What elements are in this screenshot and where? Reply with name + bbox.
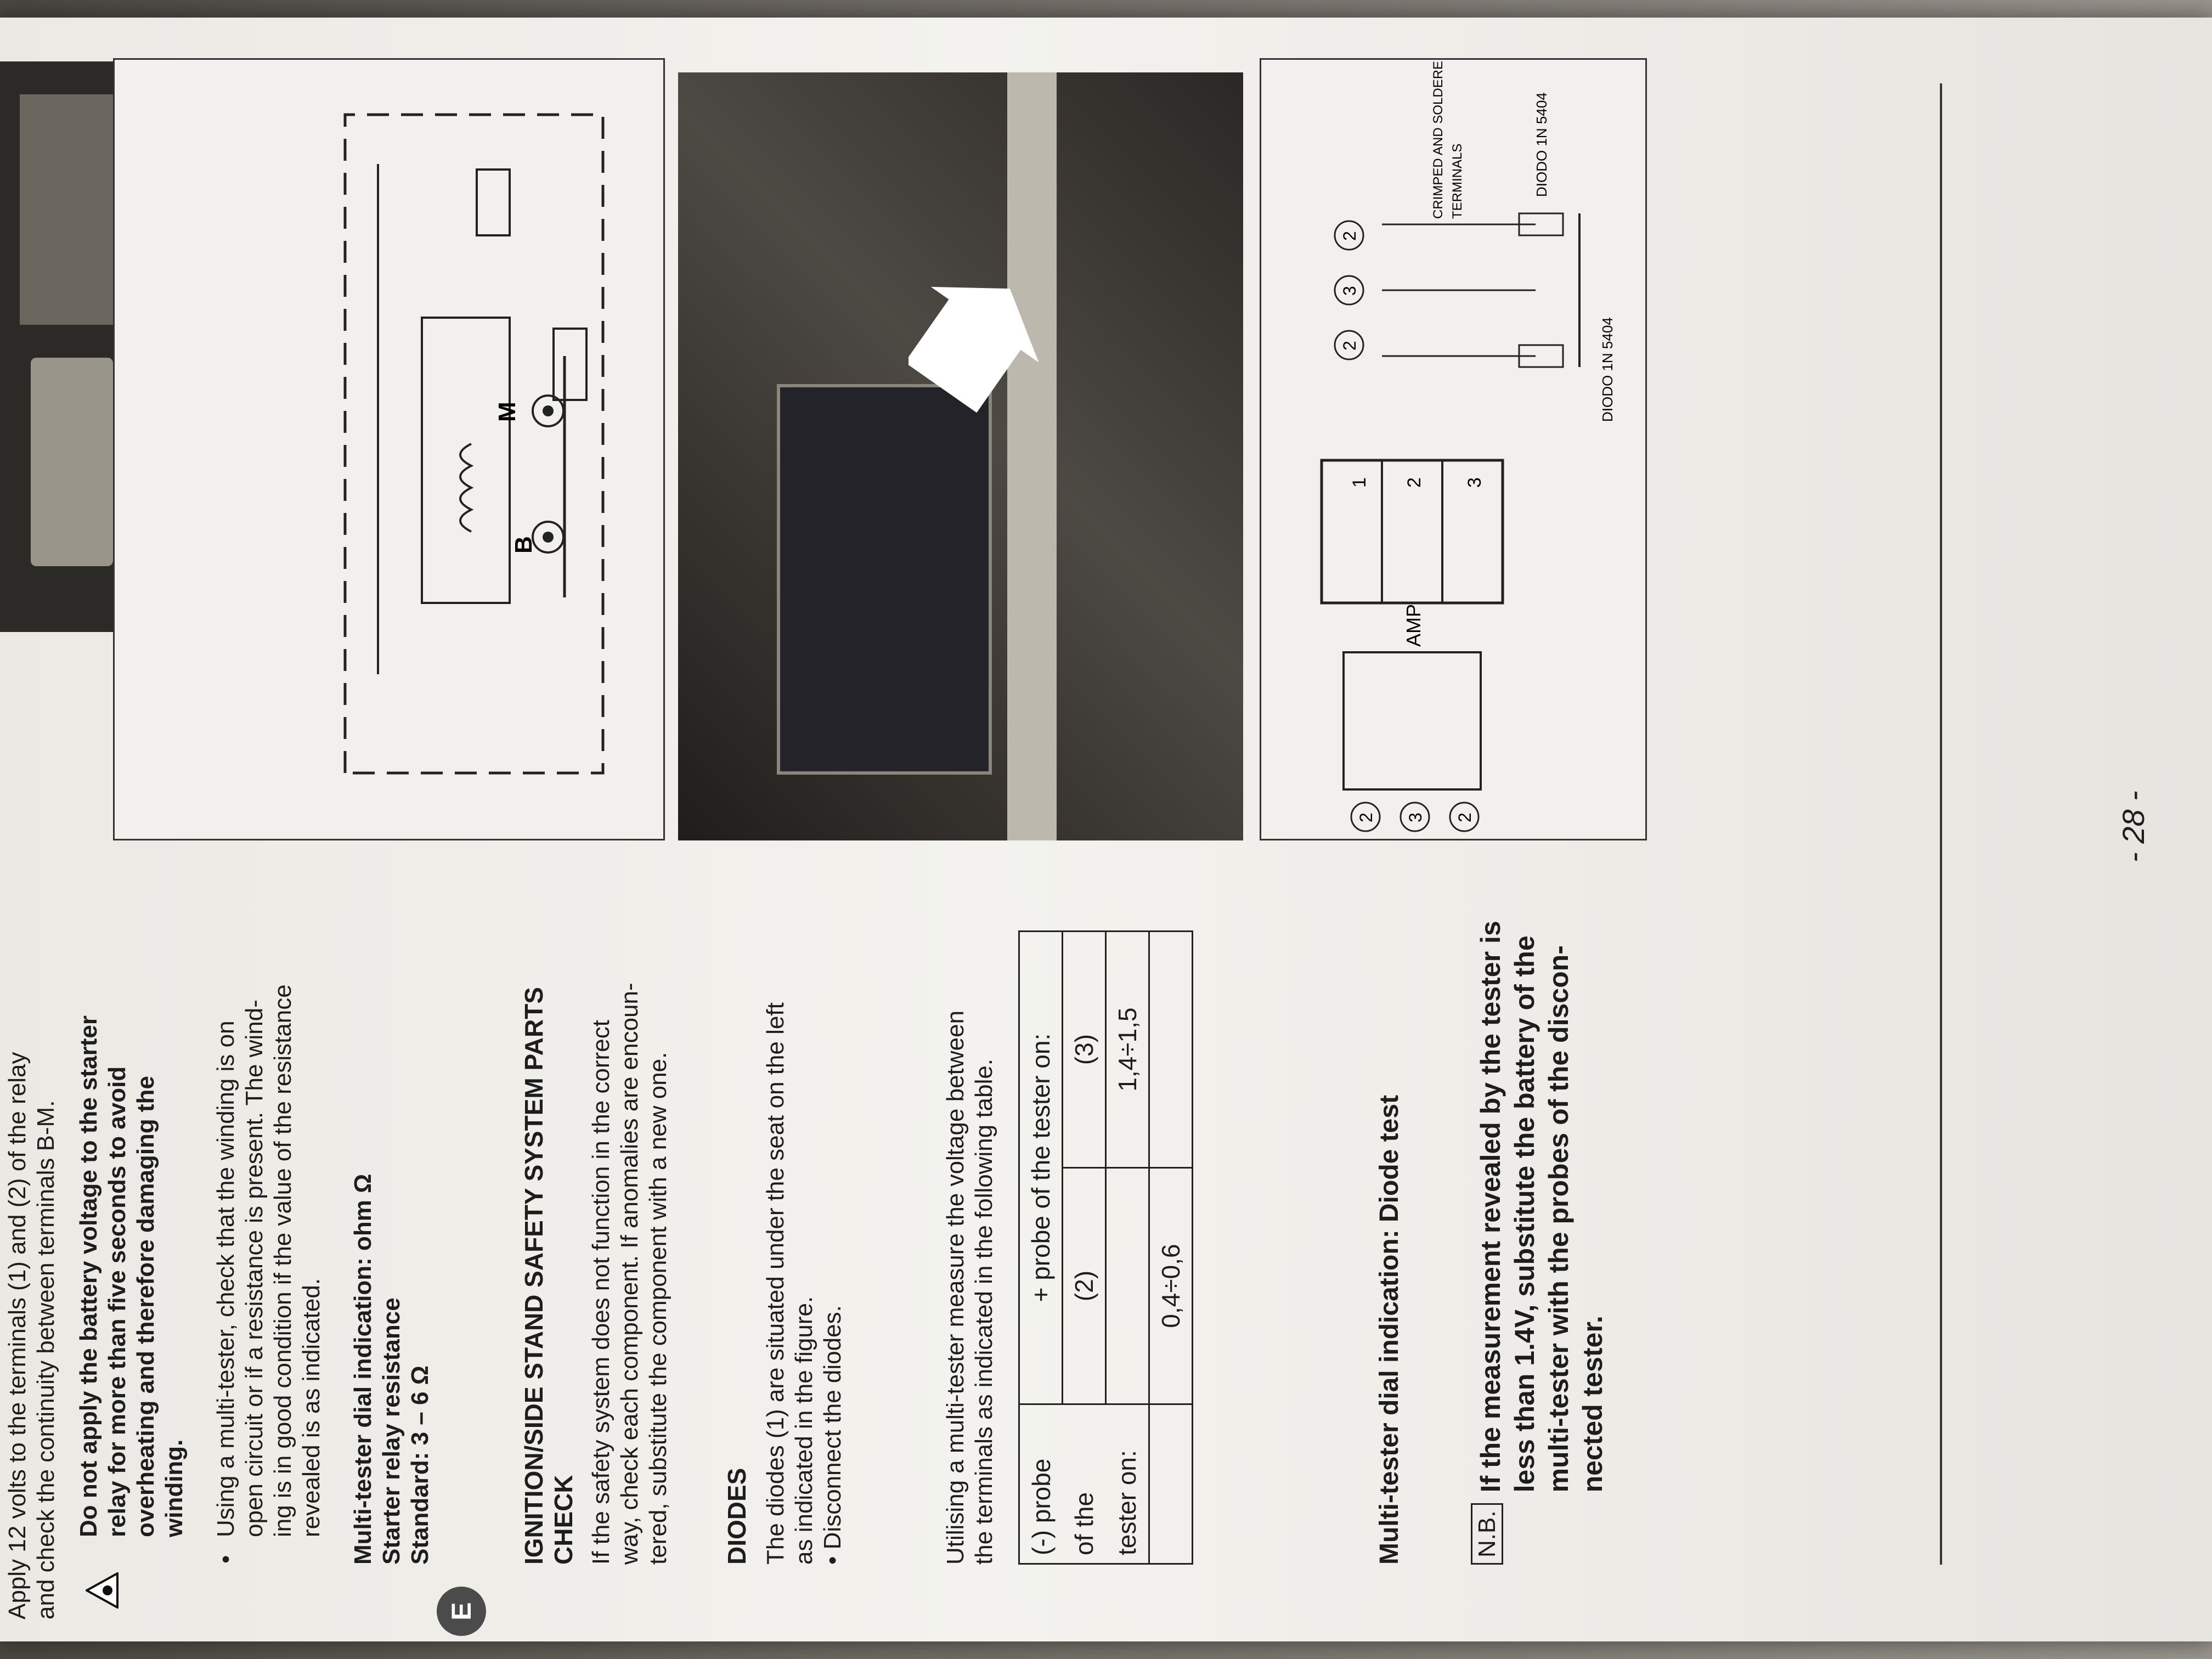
diode-connector-figure [1260, 58, 1647, 840]
row-label-3: tester on: [1106, 1404, 1149, 1564]
language-badge: E [437, 1587, 486, 1636]
terminal-m-label: M [494, 402, 521, 422]
terminal-b-label: B [510, 536, 537, 554]
diodes-bullet: • Disconnect the diodes. [819, 1305, 846, 1565]
amp-label: AMP [1402, 603, 1425, 647]
bullet-line-3: ing is in good condition if the value of the resistance [269, 984, 296, 1537]
voltage-table [1018, 930, 1193, 1565]
nb-text [1474, 921, 1610, 1492]
safety-section [519, 983, 673, 1565]
cell-3-2: 0,4÷0,6 [1149, 1168, 1193, 1404]
connector-schematic [1261, 60, 1645, 839]
bottom-rule [1940, 83, 1942, 1565]
circle-right-2: 3 [1340, 286, 1359, 296]
nb-note [1474, 851, 1610, 1565]
col-header-3: (3) [1063, 932, 1106, 1168]
intro-line-2: and check the continuity between terminals B-M. [32, 1100, 59, 1620]
utilising-line-2: the terminals as indicated in the following table. [970, 1058, 997, 1565]
section-title-2: CHECK [549, 1475, 578, 1565]
intro-line-1: Apply 12 volts to the terminals (1) and (2) of the relay [4, 1052, 31, 1620]
warning-line-1: Do not apply the battery voltage to the starter [75, 1015, 102, 1537]
diodes-bullet-text: Disconnect the diodes. [819, 1305, 846, 1550]
diode-label-b: DIODO 1N 5404 [1533, 92, 1550, 197]
pin-2: 2 [1404, 477, 1425, 488]
bullet-line-4: revealed is as indicated. [298, 1278, 325, 1537]
utilising-text [941, 1011, 998, 1565]
nb-line-4: nected tester. [1577, 1316, 1608, 1493]
warning-text [75, 868, 189, 1537]
nb-line-1: If the measurement revealed by the tester is [1475, 921, 1506, 1493]
relay-schematic [115, 60, 663, 839]
pin-1: 1 [1349, 477, 1370, 488]
starter-relay-label: Starter relay resistance [378, 1297, 405, 1565]
row-label-1: (-) probe [1019, 1404, 1063, 1564]
diodes-section [722, 1002, 847, 1565]
circle-left-1: 2 [1356, 812, 1376, 822]
resistance-spec [349, 1174, 435, 1565]
cell-2-3: 1,4÷1,5 [1106, 932, 1149, 1168]
standard-value: Standard: 3 – 6 Ω [407, 1365, 433, 1565]
warning-icon [86, 1572, 119, 1609]
row-label-2: of the [1063, 1404, 1106, 1564]
pin-3: 3 [1464, 477, 1485, 488]
diodes-title: DIODES [723, 1468, 751, 1565]
row-label-3b [1149, 1404, 1193, 1564]
section-body-2: way, check each component. If anomalies are encoun- [616, 983, 643, 1565]
terminals-label: TERMINALS [1450, 143, 1465, 219]
nb-line-3: multi-tester with the probes of the discon- [1543, 945, 1574, 1493]
cell-3-3 [1149, 932, 1193, 1168]
dial-indication: Multi-tester dial indication: ohm Ω [349, 1173, 376, 1565]
section-body-3: tered, substitute the component with a new one. [645, 1052, 672, 1565]
nb-line-2: less than 1.4V, substitute the battery of the [1509, 935, 1540, 1493]
bullet-line-2: open circuit or if a resistance is present. The wind- [241, 1000, 268, 1537]
manual-page [0, 18, 2212, 1641]
relay-circuit-figure [113, 58, 665, 840]
col-header-2: (2) [1063, 1168, 1106, 1404]
section-body-1: If the safety system does not function in the correct [588, 1020, 614, 1565]
warning-line-3: overheating and therefore damaging the [132, 1075, 159, 1537]
section-title-1: IGNITION/SIDE STAND SAFETY SYSTEM PARTS [520, 987, 548, 1565]
table-header: + probe of the tester on: [1019, 932, 1063, 1404]
crimped-label: CRIMPED AND SOLDERED [1431, 60, 1446, 219]
circle-left-2: 3 [1406, 812, 1425, 822]
circle-right-1: 2 [1340, 341, 1359, 351]
diode-test-indication: Multi-tester dial indication: Diode test [1375, 1094, 1404, 1565]
page-number: - 28 - [2116, 791, 2151, 862]
diodes-location-photo [678, 72, 1243, 840]
warning-line-2: relay for more than five seconds to avoid [104, 1066, 131, 1537]
diodes-body-1: The diodes (1) are situated under the seat on the left [762, 1002, 789, 1565]
bullet-line-1: • Using a multi-tester, check that the winding is on [212, 868, 240, 1537]
warning-line-4: winding. [161, 1439, 188, 1537]
utilising-line-1: Utilising a multi-tester measure the voltage between [942, 1010, 969, 1565]
nb-label: N.B. [1471, 1503, 1503, 1565]
circle-left-3: 2 [1455, 812, 1475, 822]
arrow-icon [909, 270, 1051, 413]
circle-right-3: 2 [1340, 231, 1359, 241]
diode-label-a: DIODO 1N 5404 [1599, 317, 1616, 422]
cell-2-2 [1106, 1168, 1149, 1404]
diodes-body-2: as indicated in the figure. [791, 1296, 817, 1565]
multitester-bullet [212, 868, 326, 1537]
